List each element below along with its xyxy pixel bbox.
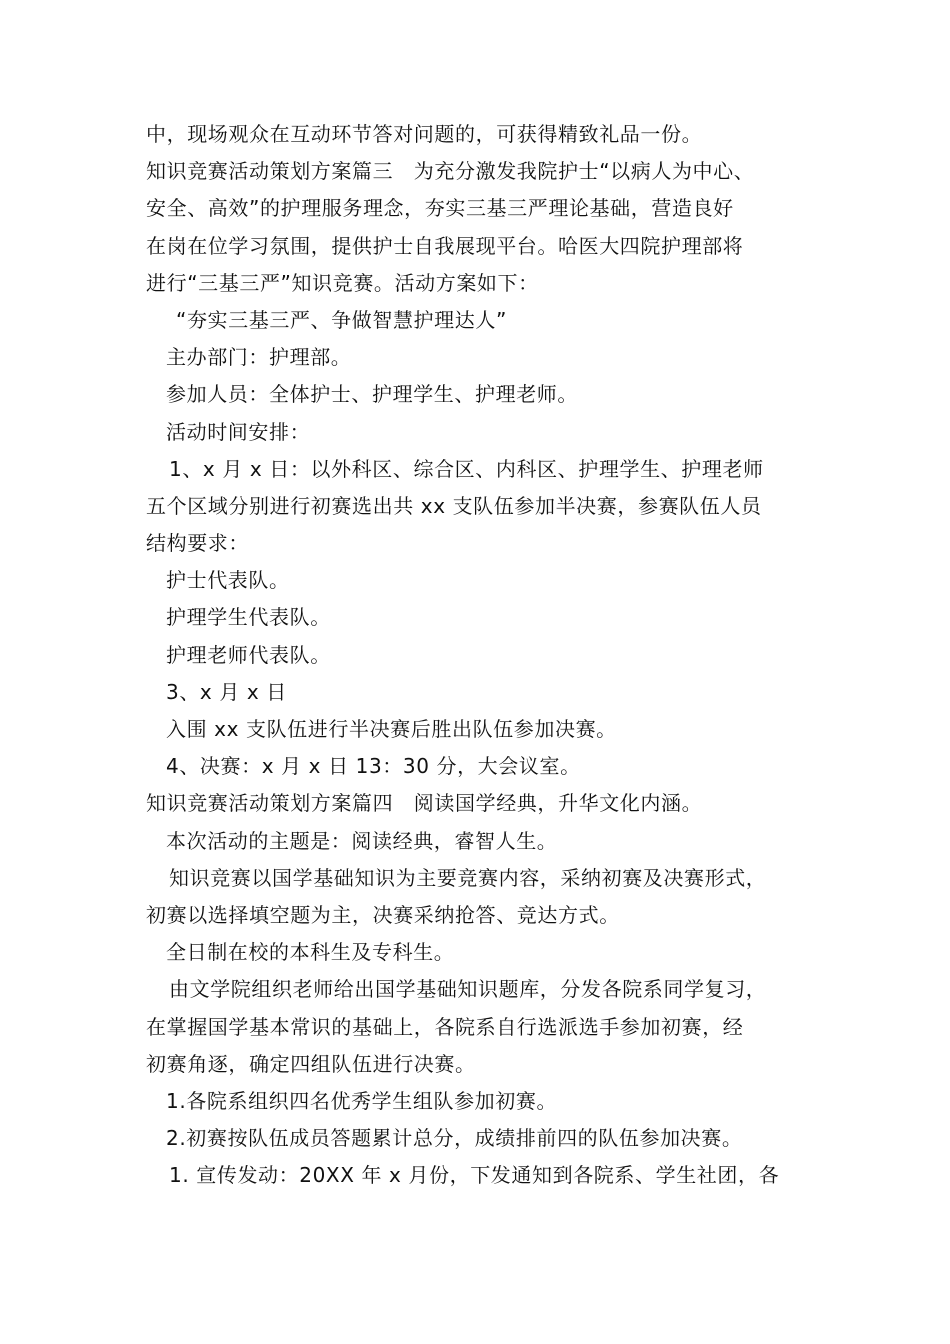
text-line: 1、x 月 x 日：以外科区、综合区、内科区、护理学生、护理老师: [169, 456, 764, 481]
text-line: 中，现场观众在互动环节答对问题的，可获得精致礼品一份。: [146, 122, 703, 146]
text-line: 知识竞赛以国学基础知识为主要竞赛内容，采纳初赛及决赛形式，: [169, 865, 767, 890]
text-line: 护理老师代表队。: [166, 642, 331, 667]
slogan-line: “夯实三基三严、争做智慧护理达人”: [176, 307, 507, 332]
text-line: 入围 xx 支队伍进行半决赛后胜出队伍参加决赛。: [166, 717, 617, 741]
document-body: [146, 116, 826, 1194]
text-line: 主办部门：护理部。: [166, 345, 352, 370]
text-line: 护士代表队。: [166, 568, 290, 593]
text-line: 初赛以选择填空题为主，决赛采纳抢答、竞达方式。: [146, 902, 620, 927]
text-line: 2.初赛按队伍成员答题累计总分，成绩排前四的队伍参加决赛。: [166, 1126, 743, 1151]
text-line: 全日制在校的本科生及专科生。: [166, 940, 455, 965]
section-heading-line: 知识竞赛活动策划方案篇四 阅读国学经典，升华文化内涵。: [146, 791, 703, 816]
text-line: 4、决赛：x 月 x 日 13：30 分，大会议室。: [166, 754, 581, 779]
text-line: 3、x 月 x 日: [166, 679, 287, 704]
text-line: 参加人员：全体护士、护理学生、护理老师。: [166, 382, 578, 407]
text-line: 护理学生代表队。: [166, 605, 331, 630]
section-heading-line: 知识竞赛活动策划方案篇三 为充分激发我院护士“以病人为中心、: [146, 159, 755, 184]
text-line: 1. 宣传发动：20XX 年 x 月份，下发通知到各院系、学生社团，各: [169, 1163, 780, 1188]
text-line: 结构要求：: [146, 531, 249, 556]
text-line: 初赛角逐，确定四组队伍进行决赛。: [146, 1051, 476, 1076]
text-line: 在岗在位学习氛围，提供护士自我展现平台。哈医大四院护理部将: [146, 233, 744, 258]
text-line: 本次活动的主题是：阅读经典，睿智人生。: [166, 828, 558, 853]
text-line: 由文学院组织老师给出国学基础知识题库，分发各院系同学复习，: [169, 977, 767, 1002]
text-line: 活动时间安排：: [166, 419, 311, 444]
text-line: 在掌握国学基本常识的基础上，各院系自行选派选手参加初赛，经: [146, 1014, 744, 1039]
text-line: 安全、高效”的护理服务理念，夯实三基三严理论基础，营造良好: [146, 196, 734, 221]
text-line: 1.各院系组织四名优秀学生组队参加初赛。: [166, 1088, 558, 1113]
text-line: 五个区域分别进行初赛选出共 xx 支队伍参加半决赛，参赛队伍人员: [146, 493, 762, 518]
text-line: 进行“三基三严”知识竞赛。活动方案如下：: [146, 270, 539, 295]
